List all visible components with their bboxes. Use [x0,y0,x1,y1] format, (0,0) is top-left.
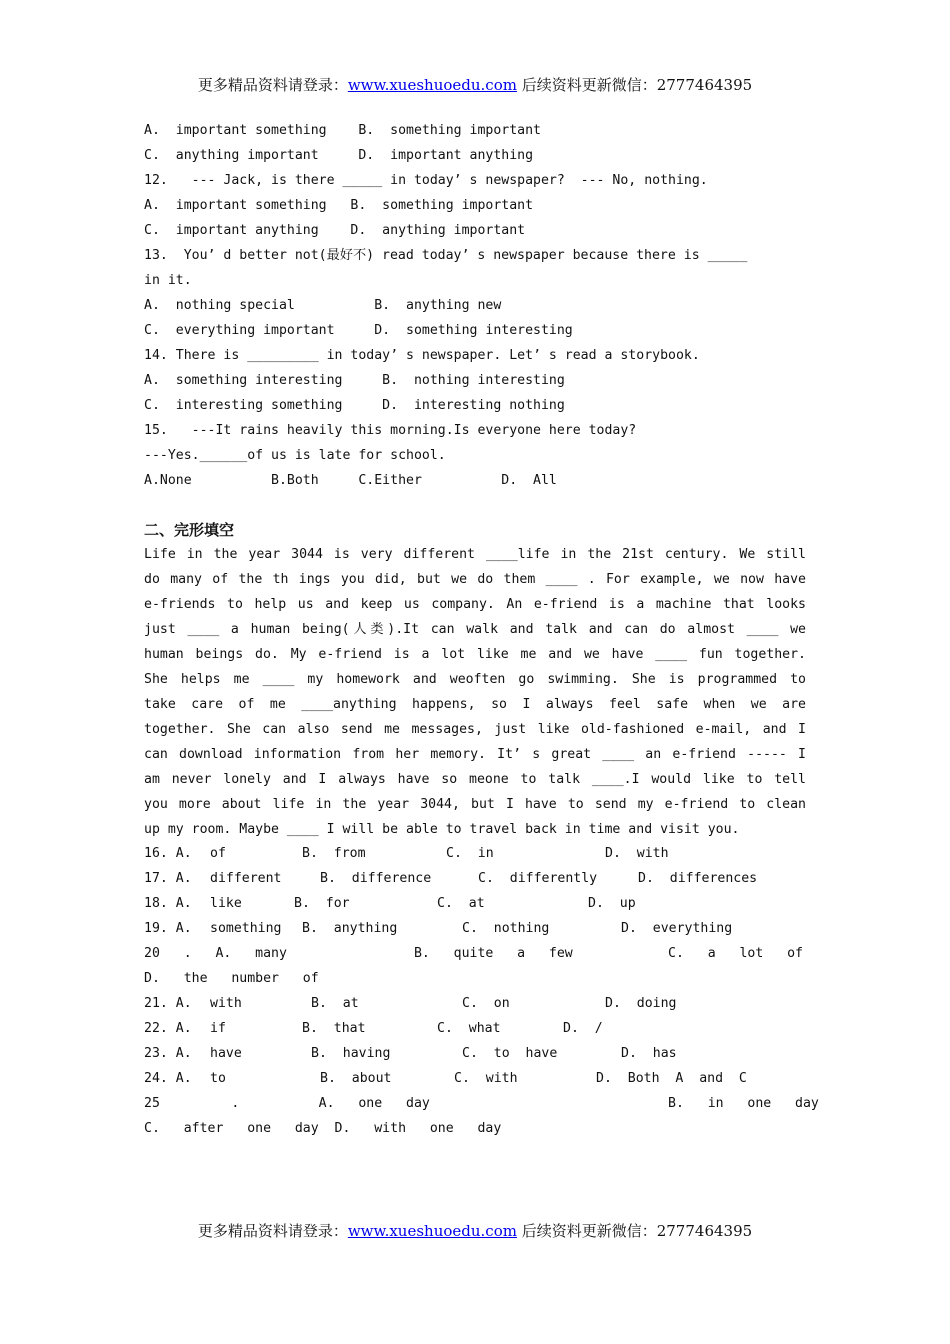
option-a: like [210,896,242,911]
question-11-options-ab: A. important something B. something important [144,123,541,138]
option-b: B. at [311,996,359,1011]
option-b: B. that [302,1021,366,1036]
option-a: have [210,1046,242,1061]
option-d: D. differences [638,871,758,886]
option-b: B. from [302,846,366,861]
passage-line: do many of the th ings you did, but we do them ____ . For example, we now have [144,572,806,587]
option-c: C. to have [462,1046,558,1061]
question-25-line1: 25 . A. one day B. in one day [144,1096,819,1111]
footer-prefix: 更多精品资料请登录： [197,1222,348,1240]
passage-line: am never lonely and I always have so meone to talk ____.I would like to tell [144,772,806,787]
question-12-stem: 12. --- Jack, is there _____ in today’ s newspaper? --- No, nothing. [144,173,708,188]
passage-line: e-friends to help us and keep us company. An e-friend is a machine that looks [144,597,806,612]
option-b: B. difference [320,871,432,886]
question-15-options: A.None B.Both C.Either D. All [144,473,557,488]
passage-line: take care of me ____anything happens, so I always feel safe when we are [144,697,806,712]
question-number: 22. A. [144,1021,192,1036]
question-14-options-ab: A. something interesting B. nothing interesting [144,373,565,388]
option-b: B. about [320,1071,392,1086]
option-d: D. Both A and C [596,1071,747,1086]
option-c: C. on [462,996,510,1011]
question-13-options-ab: A. nothing special B. anything new [144,298,502,313]
option-b: B. for [294,896,350,911]
passage-line: together. She can also send me messages, just like old-fashioned e-mail, and I [144,722,806,737]
header-prefix: 更多精品资料请登录： [197,76,348,94]
header-link[interactable]: www.xueshuoedu.com [347,76,517,94]
question-14-options-cd: C. interesting something D. interesting nothing [144,398,565,413]
question-25-line2: C. after one day D. with one day [144,1121,502,1136]
passage-line: just ____ a human being(人类).It can walk and talk and can do almost ____ we [144,622,806,637]
question-number: 24. A. [144,1071,192,1086]
option-d: D. doing [605,996,677,1011]
passage-line: human beings do. My e-friend is a lot like me and we have ____ fun together. [144,647,806,662]
option-a: different [210,871,282,886]
option-b: B. anything [302,921,398,936]
question-number: 19. A. [144,921,192,936]
option-a: if [210,1021,226,1036]
option-c: C. at [437,896,485,911]
footer-link[interactable]: www.xueshuoedu.com [347,1222,517,1240]
question-12-options-cd: C. important anything D. anything important [144,223,526,238]
option-a: something [210,921,282,936]
option-d: D. with [605,846,669,861]
option-b: B. having [311,1046,391,1061]
option-c: C. what [437,1021,501,1036]
question-number: 21. A. [144,996,192,1011]
passage-line: can download information from her memory. It’ s great ____ an e-friend ----- I [144,747,806,762]
question-15-stem: 15. ---It rains heavily this morning.Is everyone here today? [144,423,637,438]
passage-line: you more about life in the year 3044, but I have to send my e-friend to clean [144,797,806,812]
page-footer [0,1220,950,1241]
question-number: 17. A. [144,871,192,886]
question-14-stem: 14. There is _________ in today’ s newspaper. Let’ s read a storybook. [144,348,700,363]
question-number: 16. A. [144,846,192,861]
option-c: C. nothing [462,921,550,936]
question-11-options-cd: C. anything important D. important anything [144,148,534,163]
question-number: 23. A. [144,1046,192,1061]
question-20-line1: 20 . A. many B. quite a few C. a lot of [144,946,803,961]
question-13-stem: 13. You’ d better not(最好不) read today’ s newspaper because there is _____ [144,248,748,263]
question-13-stem-cont: in it. [144,273,192,288]
option-c: C. in [446,846,494,861]
option-d: D. has [621,1046,677,1061]
passage-line: up my room. Maybe ____ I will be able to travel back in time and visit you. [144,822,740,837]
question-13-options-cd: C. everything important D. something interesting [144,323,573,338]
footer-suffix: 后续资料更新微信：2777464395 [516,1222,753,1240]
question-20-line2: D. the number of [144,971,319,986]
question-12-options-ab: A. important something B. something important [144,198,534,213]
question-number: 18. A. [144,896,192,911]
page-header [0,74,950,95]
passage-line: Life in the year 3044 is very different ____life in the 21st century. We still [144,547,806,562]
question-15-stem-cont: ---Yes.______of us is late for school. [144,448,446,463]
option-d: D. up [588,896,636,911]
section-title-cloze: 二、完形填空 [144,521,235,539]
option-a: of [210,846,226,861]
header-suffix: 后续资料更新微信：2777464395 [516,76,753,94]
option-c: C. with [454,1071,518,1086]
option-d: D. everything [621,921,733,936]
option-a: with [210,996,242,1011]
option-a: to [210,1071,226,1086]
passage-line: She helps me ____ my homework and weoften go swimming. She is programmed to [144,672,806,687]
option-c: C. differently [478,871,598,886]
option-d: D. / [563,1021,603,1036]
